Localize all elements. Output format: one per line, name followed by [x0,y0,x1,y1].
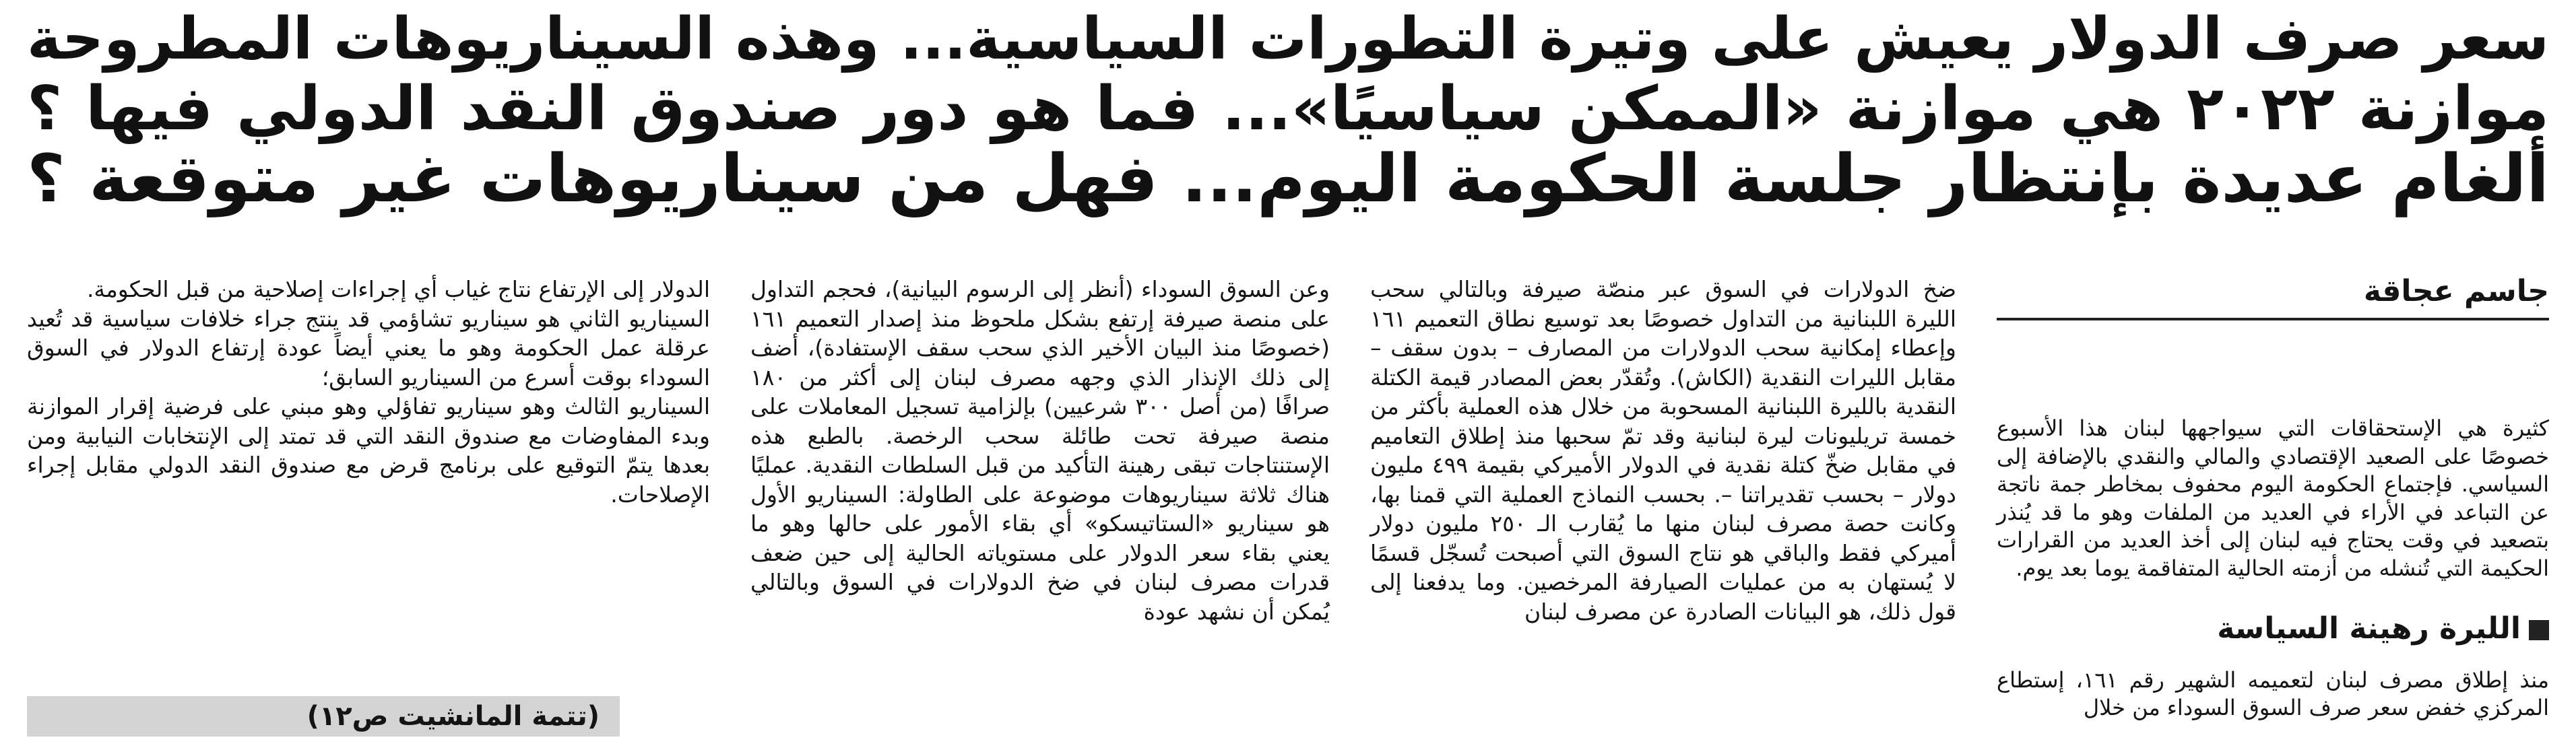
article-column-2 [1370,275,1956,626]
article-column-4 [27,275,710,509]
column-4-paragraph-1: الدولار إلى الإرتفاع نتاج غياب أي إجراءات إصلاحية من قبل الحكومة. [86,276,710,302]
headline-line-2: موازنة ٢٠٢٢ هي موازنة «الممكن سياسيًا»... فما هو دور صندوق النقد الدولي فيها ؟ [27,73,2549,144]
column-2-text: ضخ الدولارات في السوق عبر منصّة صيرفة وبالتالي سحب الليرة اللبنانية من التداول خصوصًا بعد توسيع نطاق التعميم ١٦١ وإعطاء إمكانية سحب الدولارات من المصارف – بدون سقف – مقابل الليرات النقدية (الكاش). وتُقدّر بعض المصادر قيمة الكتلة النقدية بالليرة اللبنانية المسحوبة من خلال هذه العملية بأكثر من خمسة تريليونات ليرة لبنانية وقد تمّ سحبها منذ إطلاق التعاميم في مقابل ضخّ كتلة نقدية في الدولار الأميركي بقيمة ٤٩٩ مليون دولار – بحسب تقديراتنا –. بحسب النماذج العملية التي قمنا بها، وكانت حصة مصرف لبنان منها ما يُقارب الـ ٢٥٠ مليون دولار أميركي فقط والباقي هو نتاج السوق التي أصبحت تُسجّل قسمًا لا يُستهان به من عمليات الصيارفة المرخصين. وما يدفعنا إلى قول ذلك، هو البيانات الصادرة عن مصرف لبنان [1370,276,1956,625]
continued-on-page-box: (تتمة المانشيت ص١٢) [27,696,620,737]
author-byline: جاسم عجاقة [1997,272,2549,320]
subheading [1997,610,2549,648]
square-bullet-icon [2529,620,2549,640]
article-column-3 [750,275,1330,626]
column-4-paragraph-2: السيناريو الثاني هو سيناريو تشاؤمي قد ينتج جراء خلافات سياسية قد تُعيد عرقلة عمل الحكومة وهو ما يعني أيضاً عودة إرتفاع الدولار في السوق السوداء بوقت أسرع من السيناريو السابق؛ [27,305,710,390]
headline-line-1: سعر صرف الدولار يعيش على وتيرة التطورات السياسية... وهذه السيناريوهات المطروحة [27,5,2549,73]
headline [27,4,2549,217]
subheading-text: الليرة رهينة السياسة [2217,611,2521,646]
intro-paragraph: كثيرة هي الإستحقاقات التي سيواجهها لبنان هذا الأسبوع خصوصًا على الصعيد الإقتصادي والمالي والنقدي بالإضافة إلى السياسي. فإجتماع الحكومة اليوم محفوف بمخاطر جمة ناتجة عن التباعد في الأراء في العديد من الملفات وهو ما قد يُنذر بتصعيد في وقت يحتاج فيه لبنان إلى أخذ العديد من القرارات الحكيمة التي تُنشله من أزمته الحالية المتفاقمة يوما بعد يوم. [1997,415,2549,581]
article-column-1 [1997,415,2549,722]
column-1-tail: منذ إطلاق مصرف لبنان لتعميمه الشهير رقم ١٦١، إستطاع المركزي خفض سعر صرف السوق السوداء من خلال [1997,667,2550,721]
column-4-paragraph-3: السيناريو الثالث وهو سيناريو تفاؤلي وهو مبني على فرضية إقرار الموازنة وبدء المفاوضات مع صندوق النقد التي قد تمتد إلى الإنتخابات النيابية ومن بعدها يتمّ التوقيع على برنامج قرض مع صندوق النقد الدولي مقابل إجراء الإصلاحات. [27,393,710,508]
headline-line-3: ألغام عديدة بإنتظار جلسة الحكومة اليوم... فهل من سيناريوهات غير متوقعة ؟ [27,141,2549,217]
column-3-text: وعن السوق السوداء (أنظر إلى الرسوم البيانية)، فحجم التداول على منصة صيرفة إرتفع بشكل ملحوظ منذ إصدار التعميم ١٦١ (خصوصًا منذ البيان الأخير الذي سحب سقف الإستفادة)، أضف إلى ذلك الإنذار الذي وجهه مصرف لبنان إلى أكثر من ١٨٠ صرافًا (من أصل ٣٠٠ شرعيين) بإلزامية تسجيل المعاملات على منصة صيرفة تحت طائلة سحب الرخصة. بالطبع هذه الإستنتاجات تبقى رهينة التأكيد من قبل السلطات النقدية. عمليًا هناك ثلاثة سيناريوهات موضوعة على الطاولة: السيناريو الأول هو سيناريو «الستاتيسكو» أي بقاء الأمور على حالها وهو ما يعني بقاء سعر الدولار على مستوياته الحالية إلى حين ضعف قدرات مصرف لبنان في ضخ الدولارات في السوق وبالتالي يُمكن أن نشهد عودة [750,276,1330,625]
